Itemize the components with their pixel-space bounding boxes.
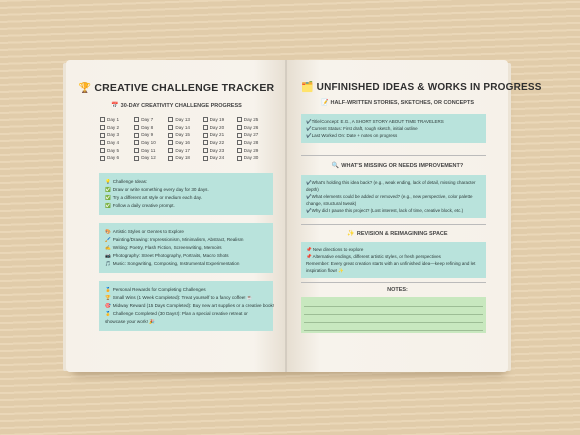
challenge-ideas-card [99,173,273,215]
day-label: Day 20 [209,124,225,130]
checkbox[interactable] [100,117,105,122]
day-checkbox-item[interactable] [168,140,202,145]
day-checkbox-item[interactable] [168,117,202,122]
day-label: Day 11 [141,147,156,153]
checkbox[interactable] [203,140,208,145]
card-text: Follow a daily creative prompt. [112,202,175,208]
emoji-icon: 🎵 [105,260,111,266]
notes-area[interactable] [301,297,486,333]
day-label: Day 24 [209,155,225,161]
emoji-icon: 🏅 [105,286,111,292]
page-title: 🏆 CREATIVE CHALLENGE TRACKER [78,82,275,94]
day-checkbox-item[interactable] [100,140,134,145]
checkbox[interactable] [168,156,173,161]
checkbox[interactable] [168,140,173,145]
card-line [105,252,268,260]
day-checkbox-item[interactable] [134,132,168,137]
card-line: ✔️What's holding this idea back? (e.g., weak ending, lack of detail, missing character depth) [306,179,476,192]
day-label: Day 10 [141,140,156,146]
checkbox[interactable] [134,117,139,122]
day-label: Day 27 [243,132,259,138]
card-line [105,236,268,244]
magnifier-icon: 🔍 [331,162,340,169]
folder-icon: 🗂️ [301,82,314,93]
card-text: Writing: Poetry, Flash Fiction, Screenwriting, Memoirs [112,244,222,250]
card-text: Small Wins (1 Week Completed): Treat yourself to a fancy coffee! ☕ [112,294,253,300]
card-text: Challenge Ideas: [112,178,148,184]
day-label: Day 26 [243,124,259,130]
card-line [105,310,268,318]
checkbox[interactable] [134,148,139,153]
day-label: Day 12 [141,155,156,161]
emoji-icon: 💡 [105,178,111,184]
card-line: ✔️What elements could be added or removed? (e.g., new perspective, color palette change, structural tweak) [306,193,473,206]
day-label: Day 23 [209,147,225,153]
card-text: Music: Songwriting, Composing, Instrumental Experimentation [112,260,240,266]
day-label: Day 9 [141,132,154,138]
card-line [105,194,268,202]
day-checkbox-item[interactable] [203,148,237,153]
card-line: ✔️Last Worked On: Date + notes on progress [306,133,398,138]
divider [301,155,486,156]
project-status-card [301,114,486,143]
day-label: Day 8 [141,124,154,130]
card-line: ✔️Why did I pause this project? (Lost interest, lack of time, creative block, etc.) [306,207,464,213]
day-checkbox-item[interactable] [203,125,237,130]
right-page [287,60,542,372]
card-line [105,186,268,194]
day-label: Day 16 [175,140,190,146]
day-checkbox-item[interactable] [100,117,134,122]
section-subtitle: ✨ REVISION & REIMAGINING SPACE [347,230,448,237]
personal-rewards-card [99,281,273,331]
day-checkbox-item[interactable] [134,155,168,160]
checkbox[interactable] [203,133,208,138]
day-checkbox-item[interactable] [100,125,134,130]
emoji-icon: 🖌️ [105,236,111,242]
emoji-icon: 📷 [105,252,111,258]
checkbox[interactable] [168,148,173,153]
day-checkbox-grid [100,117,271,161]
day-label: Day 4 [107,140,120,146]
calendar-icon: 📅 [111,103,119,109]
day-checkbox-item[interactable] [134,117,168,122]
notes-line[interactable] [304,299,483,307]
day-checkbox-item[interactable] [203,132,237,137]
section-subtitle: 📝 HALF-WRITTEN STORIES, SKETCHES, OR CONCEPTS [321,100,474,106]
card-line: ✔️Current Status: First draft, rough sketch, initial outline [306,126,418,131]
checkbox[interactable] [168,133,173,138]
page-title: 🗂️ UNFINISHED IDEAS & WORKS IN PROGRESS [301,82,542,93]
checkbox[interactable] [100,125,105,130]
day-label: Day 29 [243,147,259,153]
day-label: Day 18 [175,155,190,161]
card-line [105,178,268,186]
card-text: Try a different art style or medium each day. [112,194,203,200]
day-label: Day 2 [107,124,120,130]
day-checkbox-item[interactable] [203,155,237,160]
notes-line[interactable] [304,315,483,323]
checkbox[interactable] [237,117,242,122]
notes-line[interactable] [304,307,483,315]
checkbox[interactable] [100,148,105,153]
checkbox[interactable] [168,117,173,122]
day-checkbox-item[interactable] [237,117,271,122]
checkbox[interactable] [100,140,105,145]
checkbox[interactable] [134,133,139,138]
card-line: Remember: Every great creation starts with an unfinished idea—keep refining and let inspiration flow! ✨ [306,260,476,273]
day-checkbox-item[interactable] [100,155,134,160]
open-planner-book [66,60,542,372]
notes-line[interactable] [304,323,483,331]
day-checkbox-item[interactable] [237,125,271,130]
card-line [105,202,268,210]
emoji-icon: ✅ [105,194,111,200]
day-label: Day 7 [141,117,154,122]
checkbox[interactable] [100,133,105,138]
day-checkbox-item[interactable] [134,140,168,145]
checkbox[interactable] [203,125,208,130]
day-checkbox-item[interactable] [168,148,202,153]
checkbox[interactable] [237,133,242,138]
day-checkbox-item[interactable] [100,132,134,137]
day-label: Day 22 [209,140,225,146]
emoji-icon: ✍️ [105,244,111,250]
card-line [105,318,268,326]
improvement-card [301,175,486,218]
day-label: Day 3 [107,132,120,138]
notes-label: NOTES: [387,287,408,294]
card-line [105,286,268,294]
card-line [105,228,268,236]
day-label: Day 15 [175,132,190,138]
card-text: Photography: Street Photography, Portraits, Macro Shots [112,252,229,258]
card-line [105,260,268,268]
checkbox[interactable] [203,156,208,161]
trophy-icon: 🏆 [78,83,92,94]
day-checkbox-item[interactable] [203,117,237,122]
card-text: Draw or write something every day for 30 days. [112,186,209,192]
day-checkbox-item[interactable] [237,132,271,137]
checkbox[interactable] [237,148,242,153]
card-text: Midway Reward (15 Days Completed): Buy new art supplies or a creative book! [112,302,275,308]
emoji-icon: ✅ [105,186,111,192]
day-checkbox-item[interactable] [134,148,168,153]
day-checkbox-item[interactable] [168,155,202,160]
checkbox[interactable] [237,156,242,161]
section-subtitle: 🔍 WHAT'S MISSING OR NEEDS IMPROVEMENT? [331,162,464,169]
emoji-icon: ✅ [105,202,111,208]
day-label: Day 30 [243,155,259,161]
checkbox[interactable] [100,156,105,161]
divider [301,224,486,225]
day-label: Day 13 [175,117,190,122]
checkbox[interactable] [134,156,139,161]
revision-card [301,242,486,278]
day-label: Day 6 [107,155,120,161]
day-checkbox-item[interactable] [168,125,202,130]
card-line [105,244,268,252]
card-line: 📌 New directions to explore [306,246,364,252]
day-checkbox-item[interactable] [134,125,168,130]
section-subtitle: 📅 30-DAY CREATIVITY CHALLENGE PROGRESS [111,103,242,109]
checkbox[interactable] [203,117,208,122]
checkbox[interactable] [134,140,139,145]
card-text: Painting/Drawing: Impressionism, Minimalism, Abstract, Realism [112,236,244,242]
checkbox[interactable] [134,125,139,130]
card-line: 📌 Alternative endings, different artistic styles, or fresh perspectives [306,253,441,259]
card-text: Personal Rewards for Completing Challenges [112,286,206,292]
card-text: Challenge Completed (30 Days!): Plan a special creative retreat or [112,310,248,316]
day-checkbox-item[interactable] [168,132,202,137]
sparkle-icon: ✨ [347,230,355,237]
day-label: Day 28 [243,140,259,146]
day-label: Day 5 [107,147,120,153]
memo-icon: 📝 [321,100,329,106]
checkbox[interactable] [168,125,173,130]
checkbox[interactable] [237,125,242,130]
emoji-icon: 🏆 [105,294,111,300]
card-text: Artistic Styles or Genres to Explore [112,228,184,234]
day-checkbox-item[interactable] [237,140,271,145]
emoji-icon: 🥇 [105,310,111,316]
day-label: Day 25 [243,117,259,122]
emoji-icon: 🎨 [105,228,111,234]
day-checkbox-item[interactable] [203,140,237,145]
card-text: showcase your work! 🎉 [105,318,155,324]
day-label: Day 1 [107,117,120,122]
artistic-styles-card [99,223,273,273]
divider [301,282,486,283]
checkbox[interactable] [237,140,242,145]
day-label: Day 21 [209,132,225,138]
day-checkbox-item[interactable] [100,148,134,153]
checkbox[interactable] [203,148,208,153]
card-line [105,302,275,310]
card-line [105,294,268,302]
day-label: Day 17 [175,147,190,153]
emoji-icon: 🎯 [105,302,111,308]
left-page [66,60,287,372]
day-checkbox-item[interactable] [237,155,271,160]
day-label: Day 14 [175,124,190,130]
day-checkbox-item[interactable] [237,148,271,153]
card-line: ✔️Title/Concept: E.G., A SHORT STORY ABOUT TIME TRAVELERS [306,119,444,124]
day-label: Day 19 [209,117,225,122]
